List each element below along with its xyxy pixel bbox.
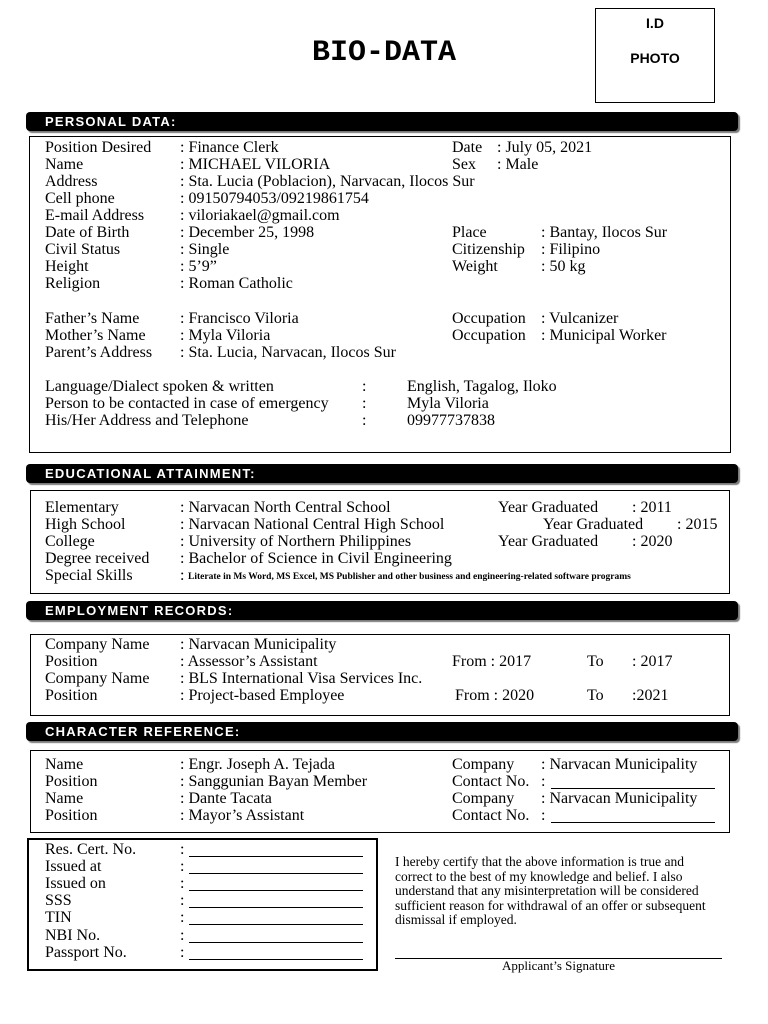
degree-label: Degree received	[45, 550, 150, 567]
reference-1-company-label: Company	[452, 756, 515, 773]
res-cert-separator: :	[180, 841, 185, 858]
passport-label: Passport No.	[45, 944, 127, 961]
sss-label: SSS	[45, 892, 72, 909]
religion-value: : Roman Catholic	[180, 275, 293, 292]
row-fathers-name	[0, 310, 768, 328]
issued-at-label: Issued at	[45, 858, 102, 875]
certification-line: dismissal if employed.	[395, 912, 517, 927]
high-school-year-value: : 2015	[677, 516, 718, 533]
father-occupation-value: : Vulcanizer	[541, 310, 619, 327]
company-2-value: : BLS International Visa Services Inc.	[180, 670, 423, 687]
degree-value: : Bachelor of Science in Civil Engineering	[180, 550, 452, 567]
place-value: : Bantay, Ilocos Sur	[541, 224, 668, 241]
mother-occupation-label: Occupation	[452, 327, 526, 344]
reference-2-name-value: : Dante Tacata	[180, 790, 272, 807]
reference-heading-bar	[26, 722, 738, 741]
position-1-label: Position	[45, 653, 98, 670]
nbi-field[interactable]	[189, 942, 363, 943]
reference-2-contact-separator: :	[541, 807, 546, 824]
res-cert-label: Res. Cert. No.	[45, 841, 137, 858]
id-photo-label-line1: I.D	[646, 15, 664, 31]
date-of-birth-label: Date of Birth	[45, 224, 130, 241]
emergency-contact-value: Myla Viloria	[407, 395, 489, 412]
row-parents-address	[0, 344, 768, 362]
weight-value: : 50 kg	[541, 258, 586, 275]
elementary-label: Elementary	[45, 499, 119, 516]
height-label: Height	[45, 258, 89, 275]
id-photo-box	[595, 8, 715, 103]
row-college	[0, 533, 768, 551]
reference-1-name-label: Name	[45, 756, 84, 773]
sex-label: Sex	[452, 156, 476, 173]
row-address	[0, 173, 768, 191]
row-high-school	[0, 516, 768, 534]
row-cell-phone	[0, 190, 768, 208]
row-company-1	[0, 636, 768, 654]
row-mothers-name	[0, 327, 768, 345]
mother-occupation-value: : Municipal Worker	[541, 327, 667, 344]
sex-value: : Male	[497, 156, 539, 173]
row-reference-1-position	[0, 773, 768, 791]
language-separator: :	[362, 378, 367, 395]
civil-status-value: : Single	[180, 241, 230, 258]
row-nbi	[0, 927, 768, 945]
company-1-value: : Narvacan Municipality	[180, 636, 337, 653]
row-religion	[0, 275, 768, 293]
signature-label: Applicant’s Signature	[501, 958, 615, 973]
position-2-value: : Project-based Employee	[180, 687, 345, 704]
emergency-address-value: 09977737838	[407, 412, 495, 429]
position-1-from: From : 2017	[452, 653, 532, 670]
certification-line: sufficient reason for withdrawal of an offer or subsequent	[395, 897, 706, 913]
special-skills-separator: :	[180, 567, 185, 584]
position-desired-value: : Finance Clerk	[180, 139, 279, 156]
special-skills-label: Special Skills	[45, 567, 133, 584]
passport-separator: :	[180, 944, 185, 961]
position-1-to-label: To	[587, 653, 604, 670]
position-desired-label: Position Desired	[45, 139, 152, 156]
reference-1-position-value: : Sanggunian Bayan Member	[180, 773, 368, 790]
employment-heading-bar	[26, 601, 738, 620]
date-value: : July 05, 2021	[497, 139, 593, 156]
row-company-2	[0, 670, 768, 688]
row-reference-2-position	[0, 807, 768, 825]
position-2-label: Position	[45, 687, 98, 704]
page-title: BIO-DATA	[311, 36, 457, 70]
address-value: : Sta. Lucia (Poblacion), Narvacan, Ilocos Sur	[180, 173, 475, 190]
row-elementary	[0, 499, 768, 517]
issued-at-field[interactable]	[189, 873, 363, 874]
reference-heading: CHARACTER REFERENCE:	[45, 724, 241, 739]
issued-on-field[interactable]	[189, 890, 363, 891]
tin-field[interactable]	[189, 924, 363, 925]
high-school-label: High School	[45, 516, 126, 533]
issued-at-separator: :	[180, 858, 185, 875]
cell-phone-value: : 09150794053/09219861754	[180, 190, 369, 207]
reference-2-position-value: : Mayor’s Assistant	[180, 807, 305, 824]
weight-label: Weight	[452, 258, 498, 275]
id-photo-label-line2: PHOTO	[630, 50, 680, 66]
emergency-address-separator: :	[362, 412, 367, 429]
place-label: Place	[452, 224, 487, 241]
reference-1-name-value: : Engr. Joseph A. Tejada	[180, 756, 336, 773]
personal-data-heading: PERSONAL DATA:	[45, 114, 177, 129]
employment-heading: EMPLOYMENT RECORDS:	[45, 603, 234, 618]
language-value: English, Tagalog, Iloko	[407, 378, 557, 395]
reference-2-name-label: Name	[45, 790, 84, 807]
row-email	[0, 207, 768, 225]
emergency-contact-separator: :	[362, 395, 367, 412]
reference-2-position-label: Position	[45, 807, 98, 824]
mothers-name-label: Mother’s Name	[45, 327, 146, 344]
row-position-2	[0, 687, 768, 705]
row-special-skills	[0, 567, 768, 585]
elementary-year-label: Year Graduated	[498, 499, 599, 516]
mothers-name-value: : Myla Viloria	[180, 327, 271, 344]
elementary-value: : Narvacan North Central School	[180, 499, 391, 516]
emergency-address-label: His/Her Address and Telephone	[45, 412, 249, 429]
row-reference-1-name	[0, 756, 768, 774]
nbi-separator: :	[180, 927, 185, 944]
height-value: : 5’9”	[180, 258, 217, 275]
issued-on-label: Issued on	[45, 875, 106, 892]
college-value: : University of Northern Philippines	[180, 533, 412, 550]
address-label: Address	[45, 173, 98, 190]
high-school-value: : Narvacan National Central High School	[180, 516, 445, 533]
company-1-label: Company Name	[45, 636, 150, 653]
elementary-year-value: : 2011	[632, 499, 672, 516]
certification-line: understand that any misinterpretation will be considered	[395, 883, 699, 898]
reference-2-company-value: : Narvacan Municipality	[541, 790, 698, 807]
tin-separator: :	[180, 909, 185, 926]
reference-1-contact-field[interactable]	[551, 788, 715, 789]
name-value: : MICHAEL VILORIA	[180, 156, 331, 173]
reference-2-company-label: Company	[452, 790, 515, 807]
date-of-birth-value: : December 25, 1998	[180, 224, 315, 241]
reference-1-position-label: Position	[45, 773, 98, 790]
row-name	[0, 156, 768, 174]
sss-field[interactable]	[189, 907, 363, 908]
cell-phone-label: Cell phone	[45, 190, 115, 207]
college-year-label: Year Graduated	[498, 533, 599, 550]
email-label: E-mail Address	[45, 207, 145, 224]
fathers-name-label: Father’s Name	[45, 310, 140, 327]
row-emergency-contact	[0, 395, 768, 413]
certification-line: correct to the best of my knowledge and belief. I also	[395, 868, 683, 884]
nbi-label: NBI No.	[45, 927, 101, 944]
position-1-to-value: : 2017	[632, 653, 673, 670]
row-emergency-address	[0, 412, 768, 430]
religion-label: Religion	[45, 275, 101, 292]
reference-1-contact-label: Contact No.	[452, 773, 530, 790]
position-2-from: From : 2020	[455, 687, 535, 704]
college-label: College	[45, 533, 95, 550]
row-height	[0, 258, 768, 276]
reference-2-contact-field[interactable]	[551, 822, 715, 823]
res-cert-field[interactable]	[189, 856, 363, 857]
row-position-1	[0, 653, 768, 671]
reference-1-company-value: : Narvacan Municipality	[541, 756, 698, 773]
college-year-value: : 2020	[632, 533, 673, 550]
parents-address-label: Parent’s Address	[45, 344, 153, 361]
row-reference-2-name	[0, 790, 768, 808]
citizenship-value: : Filipino	[541, 241, 601, 258]
date-label: Date	[452, 139, 483, 156]
name-label: Name	[45, 156, 84, 173]
education-heading: EDUCATIONAL ATTAINMENT:	[45, 466, 256, 481]
email-value: : viloriakael@gmail.com	[180, 207, 340, 224]
certification-line: I hereby certify that the above information is true and	[395, 854, 685, 869]
row-degree	[0, 550, 768, 568]
fathers-name-value: : Francisco Viloria	[180, 310, 299, 327]
special-skills-value: Literate in Ms Word, MS Excel, MS Publisher and other business and engineering-related software programs	[188, 572, 631, 582]
position-1-value: : Assessor’s Assistant	[180, 653, 318, 670]
citizenship-label: Citizenship	[452, 241, 525, 258]
position-2-to-value: :2021	[632, 687, 669, 704]
emergency-contact-label: Person to be contacted in case of emergency	[45, 395, 329, 412]
row-language	[0, 378, 768, 396]
row-position-desired	[0, 139, 768, 157]
father-occupation-label: Occupation	[452, 310, 526, 327]
parents-address-value: : Sta. Lucia, Narvacan, Ilocos Sur	[180, 344, 396, 361]
passport-field[interactable]	[189, 959, 363, 960]
sss-separator: :	[180, 892, 185, 909]
civil-status-label: Civil Status	[45, 241, 121, 258]
reference-2-contact-label: Contact No.	[452, 807, 530, 824]
tin-label: TIN	[45, 909, 72, 926]
high-school-year-label: Year Graduated	[543, 516, 644, 533]
language-label: Language/Dialect spoken & written	[45, 378, 274, 395]
position-2-to-label: To	[587, 687, 604, 704]
personal-data-heading-bar	[26, 112, 738, 131]
education-heading-bar	[26, 464, 738, 483]
row-civil-status	[0, 241, 768, 259]
row-date-of-birth	[0, 224, 768, 242]
company-2-label: Company Name	[45, 670, 150, 687]
issued-on-separator: :	[180, 875, 185, 892]
reference-1-contact-separator: :	[541, 773, 546, 790]
